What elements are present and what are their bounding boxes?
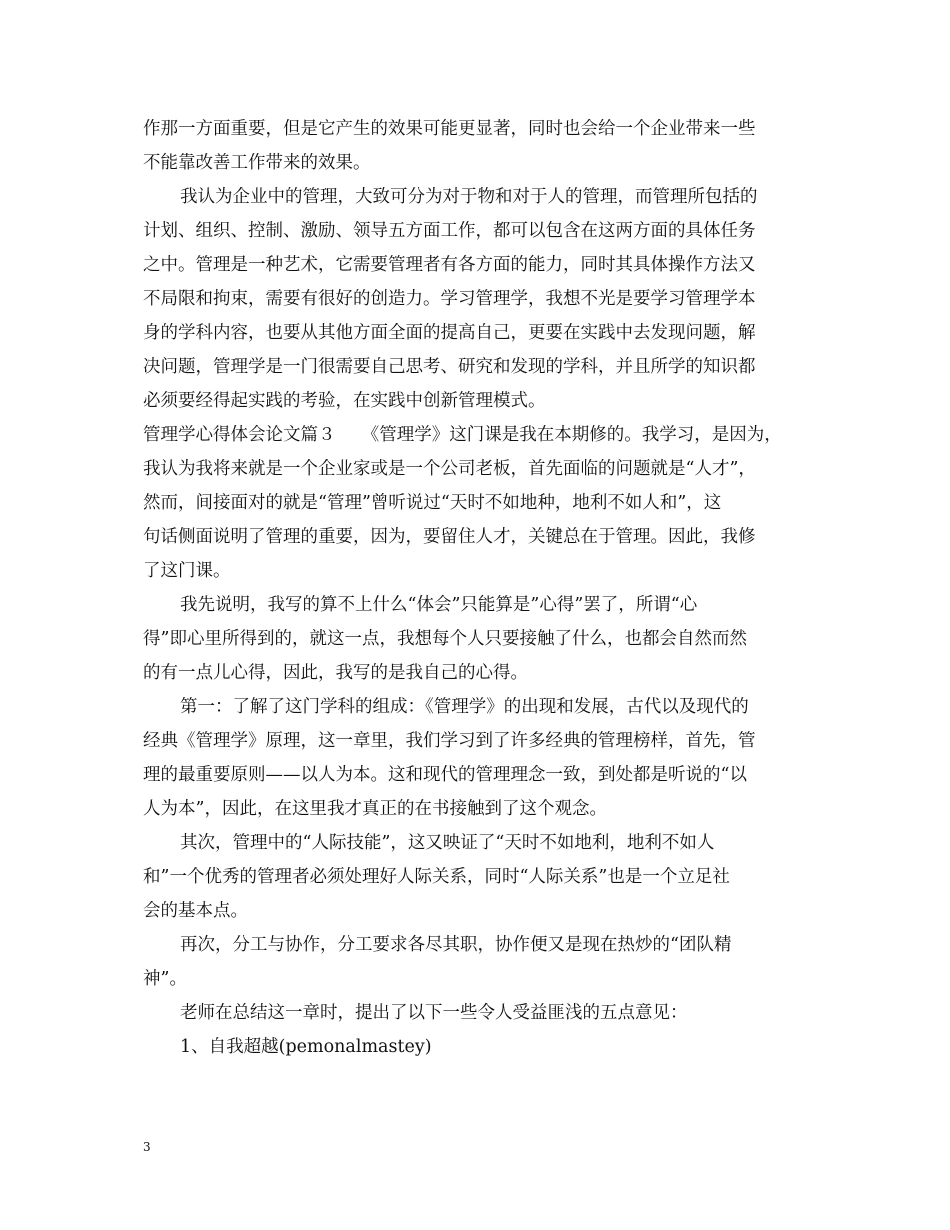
text-line: 第一：了解了这门学科的组成：《管理学》的出现和发展，古代以及现代的 (180, 697, 749, 717)
text-line: 和”一个优秀的管理者必须处理好人际关系，同时“人际关系”也是一个立足社 (143, 867, 730, 887)
text-line: 会的基本点。 (143, 901, 248, 921)
text-line: 必须要经得起实践的考验，在实践中创新管理模式。 (143, 391, 546, 411)
text-line: 不能靠改善工作带来的效果。 (143, 153, 371, 173)
text-line: 作那一方面重要，但是它产生的效果可能更显著，同时也会给一个企业带来一些 (143, 119, 756, 139)
text-line: 的有一点儿心得，因此，我写的是我自己的心得。 (143, 663, 528, 683)
text-line: 了这门课。 (143, 561, 231, 581)
text-line: 理的最重要原则——以人为本。这和现代的管理理念一致，到处都是听说的“以 (143, 765, 747, 785)
text-line: 人为本”，因此，在这里我才真正的在书接触到了这个观念。 (143, 799, 607, 819)
text-line: 我认为我将来就是一个企业家或是一个公司老板，首先面临的问题就是“人才”， (143, 459, 756, 479)
text-line: 我先说明，我写的算不上什么“体会”只能算是”心得”罢了，所谓“心 (180, 595, 698, 615)
page-number: 3 (143, 1140, 151, 1154)
text-line: 其次，管理中的“人际技能”，这又映证了“天时不如地利，地利不如人 (180, 833, 715, 853)
text-line: 得”即心里所得到的，就这一点，我想每个人只要接触了什么，也都会自然而然 (143, 629, 747, 649)
text-line: 身的学科内容，也要从其他方面全面的提高自己，更要在实践中去发现问题，解 (143, 323, 756, 343)
text-line: 计划、组织、控制、激励、领导五方面工作，都可以包含在这两方面的具体任务 (143, 221, 756, 241)
text-line: 老师在总结这一章时，提出了以下一些令人受益匪浅的五点意见： (180, 1003, 688, 1023)
text-line: 我认为企业中的管理，大致可分为对于物和对于人的管理，而管理所包括的 (180, 187, 758, 207)
text-line: 神”。 (143, 969, 187, 989)
text-line: 管理学心得体会论文篇３ 《管理学》这门课是我在本期修的。我学习，是因为， (143, 425, 782, 445)
text-line: 决问题，管理学是一门很需要自己思考、研究和发现的学科，并且所学的知识都 (143, 357, 756, 377)
text-line: 不局限和拘束，需要有很好的创造力。学习管理学，我想不光是要学习管理学本 (143, 289, 756, 309)
text-line: 1、自我超越(pemonalmastey) (180, 1037, 432, 1057)
text-line: 经典《管理学》原理，这一章里，我们学习到了许多经典的管理榜样，首先，管 (143, 731, 756, 751)
text-line: 之中。管理是一种艺术，它需要管理者有各方面的能力，同时其具体操作方法又 (143, 255, 756, 275)
text-line: 然而，间接面对的就是“管理”曾听说过“天时不如地种，地利不如人和”，这 (143, 493, 722, 513)
text-line: 再次，分工与协作，分工要求各尽其职，协作便又是现在热炒的“团队精 (180, 935, 732, 955)
text-line: 句话侧面说明了管理的重要，因为，要留住人才，关键总在于管理。因此，我修 (143, 527, 756, 547)
